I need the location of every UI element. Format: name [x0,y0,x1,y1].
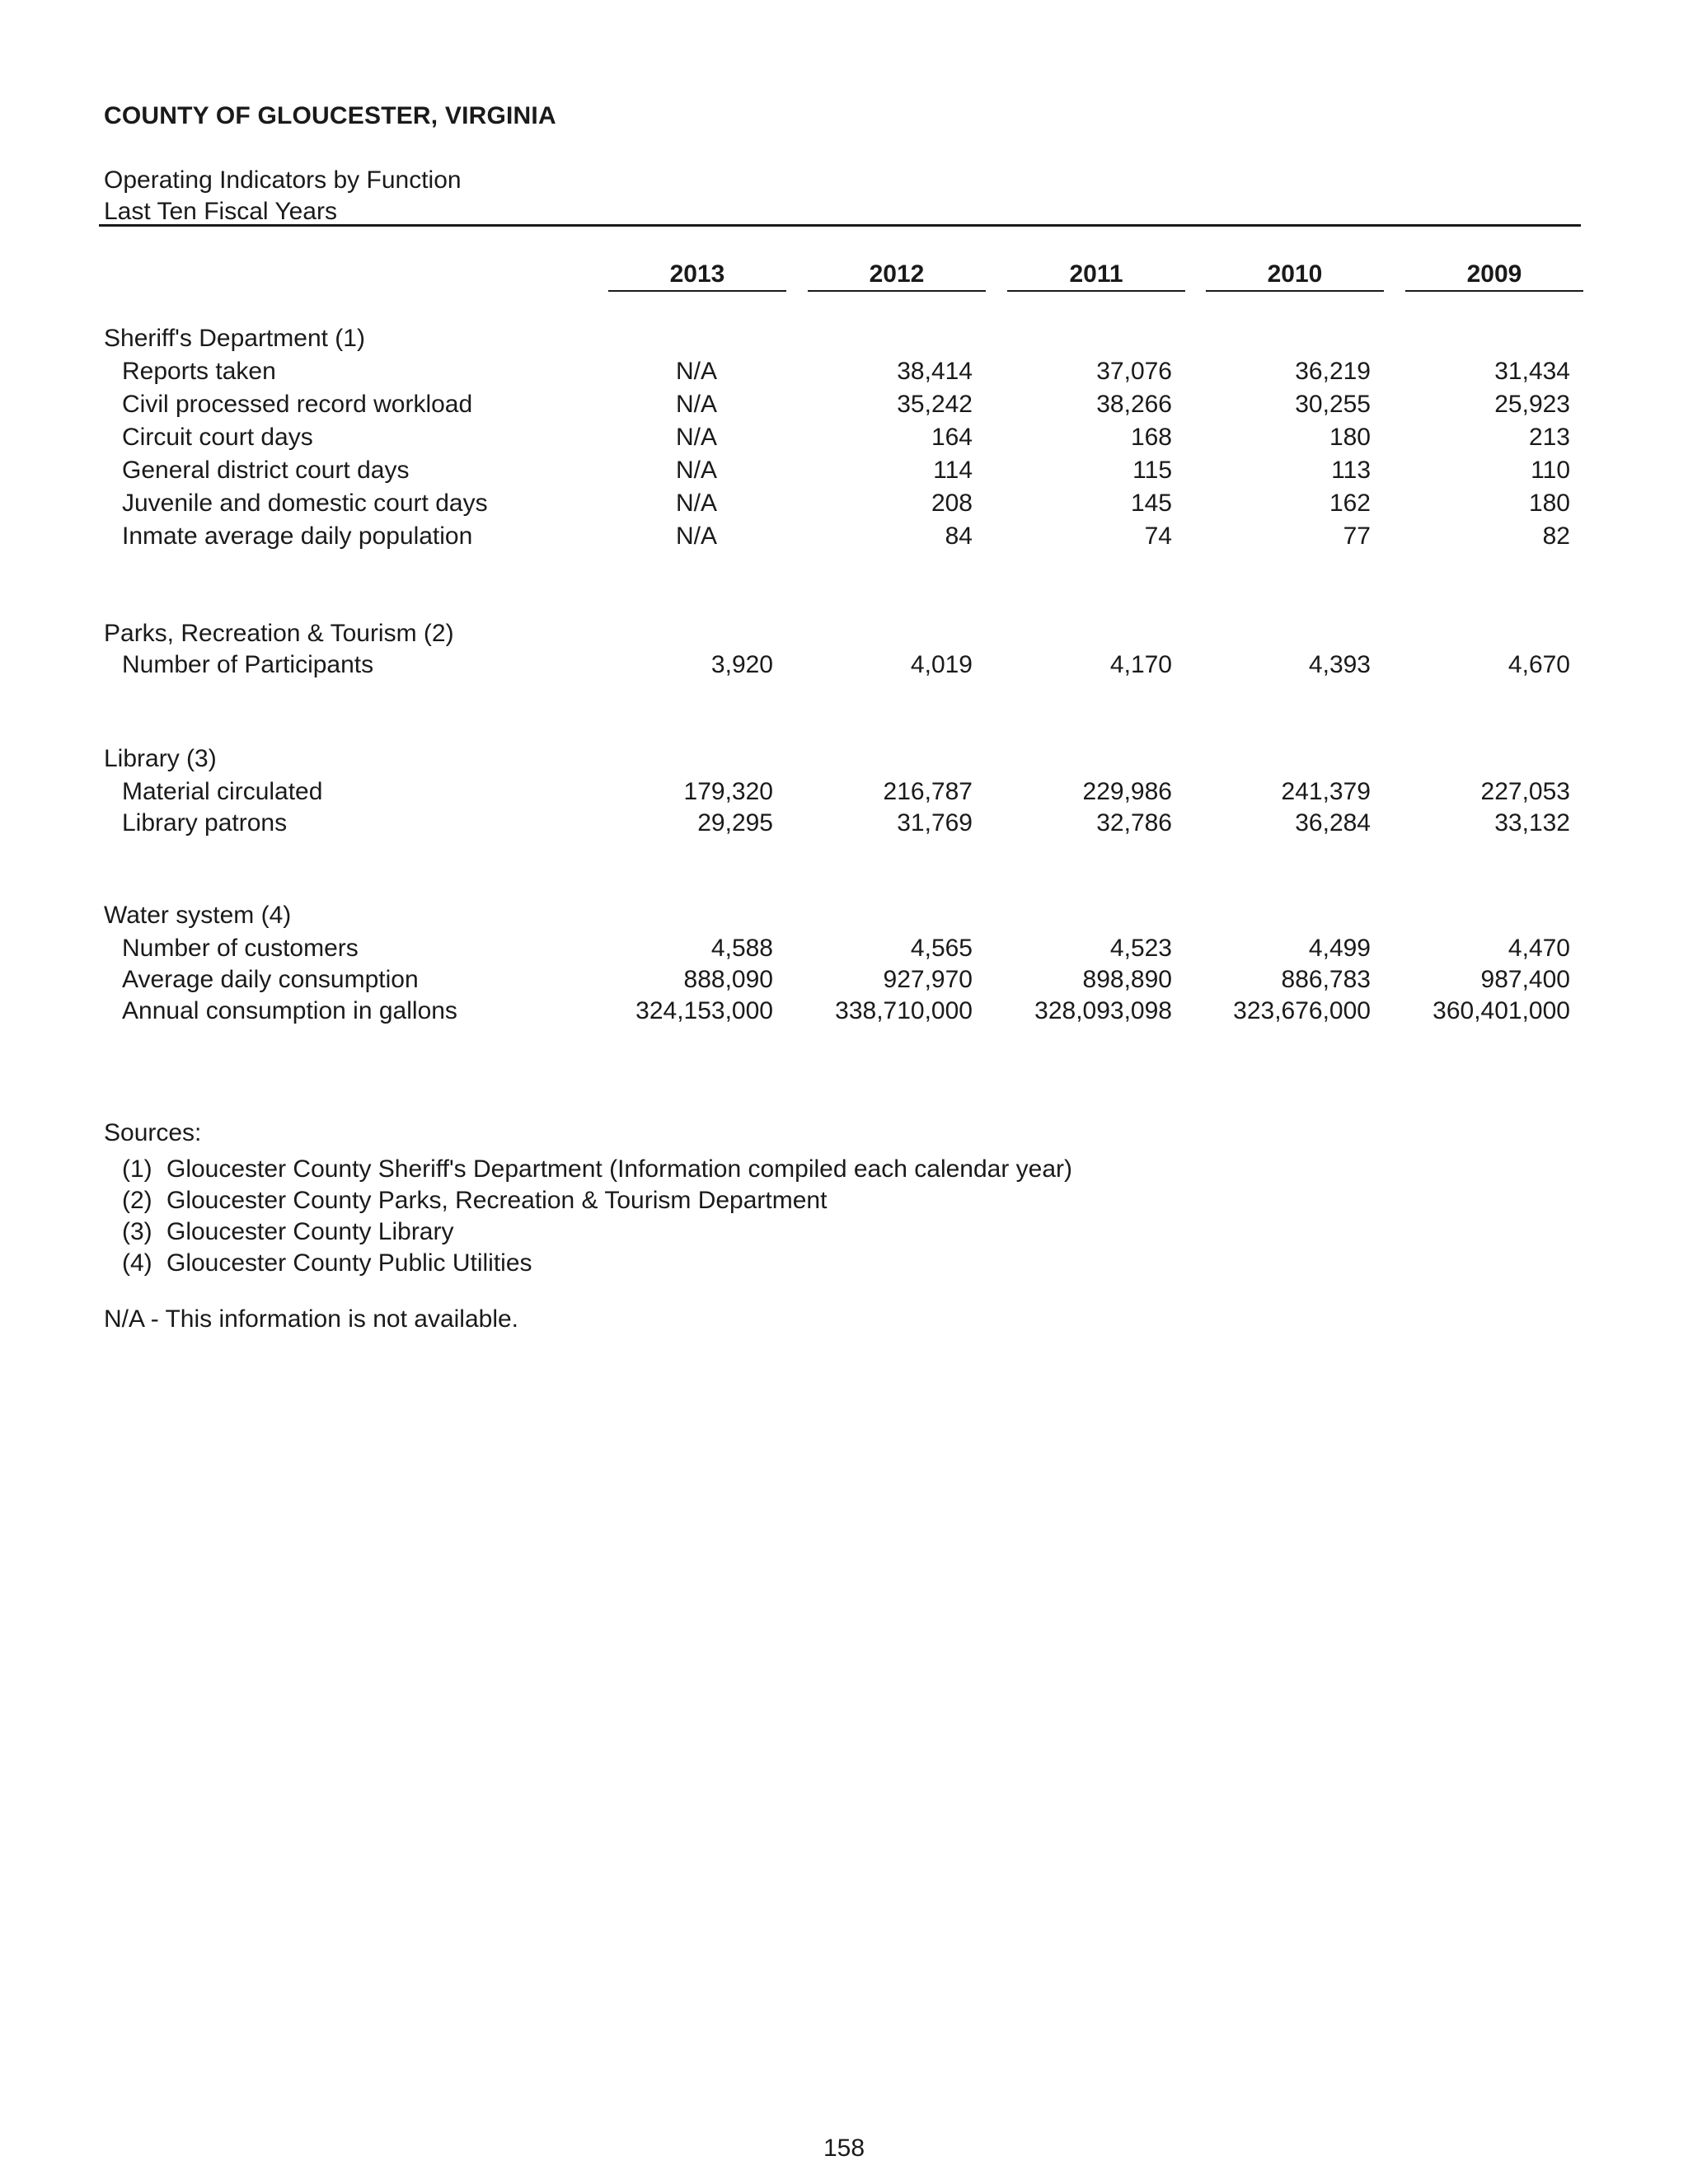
row-label: Annual consumption in gallons [122,997,457,1024]
county-title: COUNTY OF GLOUCESTER, VIRGINIA [104,102,556,129]
table-cell: 328,093,098 [1034,997,1172,1024]
table-cell: 30,255 [1295,391,1371,418]
source-item [122,1218,454,1246]
row-label: Material circulated [122,778,323,805]
table-cell: 110 [1531,457,1570,484]
source-text: Gloucester County Library [166,1218,454,1245]
section-title-water: Water system (4) [104,902,292,929]
row-label: Juvenile and domestic court days [122,490,488,517]
table-cell: 38,414 [897,358,973,385]
table-cell: 25,923 [1494,391,1570,418]
table-cell: 4,588 [710,935,773,962]
table-cell: 145 [1130,490,1172,517]
table-cell: 360,401,000 [1432,997,1570,1024]
table-cell: 33,132 [1494,809,1570,837]
table-cell: 82 [1542,523,1570,550]
table-cell: 888,090 [683,966,773,993]
report-title: Operating Indicators by Function [104,166,462,194]
table-cell: 4,470 [1507,935,1570,962]
table-cell: 208 [931,490,973,517]
section-title-parks: Parks, Recreation & Tourism (2) [104,620,454,647]
table-cell: 4,499 [1308,935,1371,962]
year-underline [608,290,786,292]
source-number: (2) [122,1187,152,1214]
table-cell: 114 [933,457,973,484]
table-cell: N/A [676,424,718,451]
na-note: N/A - This information is not available. [104,1305,519,1333]
row-label: Number of Participants [122,651,374,678]
table-cell: 338,710,000 [835,997,973,1024]
table-cell: 164 [931,424,973,451]
year-header-2013: 2013 [669,260,725,288]
section-title-sheriff: Sheriff's Department (1) [104,325,365,352]
table-cell: 229,986 [1082,778,1172,805]
table-cell: 4,393 [1308,651,1371,678]
table-cell: N/A [676,391,718,418]
year-header-2011: 2011 [1069,260,1123,288]
table-cell: 113 [1331,457,1371,484]
source-text: Gloucester County Sheriff's Department (Information compiled each calendar year) [166,1155,1073,1183]
table-cell: 898,890 [1082,966,1172,993]
table-cell: 35,242 [897,391,973,418]
year-underline [1405,290,1583,292]
section-title-library: Library (3) [104,745,217,772]
table-cell: 162 [1329,490,1371,517]
source-number: (1) [122,1155,152,1183]
source-item [122,1249,532,1277]
table-cell: 4,170 [1109,651,1172,678]
table-cell: 168 [1130,424,1172,451]
table-cell: 323,676,000 [1233,997,1371,1024]
year-header-2009: 2009 [1466,260,1522,288]
sources-title: Sources: [104,1119,202,1146]
table-cell: 38,266 [1096,391,1172,418]
table-cell: 77 [1343,523,1371,550]
table-cell: 74 [1144,523,1172,550]
table-cell: 324,153,000 [635,997,773,1024]
row-label: Number of customers [122,935,359,962]
table-cell: 29,295 [697,809,773,837]
table-cell: N/A [676,358,718,385]
table-cell: 179,320 [683,778,773,805]
table-cell: 36,284 [1295,809,1371,837]
page-number: 158 [823,2135,865,2162]
table-cell: 115 [1132,457,1172,484]
source-number: (4) [122,1249,152,1277]
year-header-2010: 2010 [1267,260,1323,288]
table-cell: 241,379 [1281,778,1371,805]
table-cell: 4,523 [1109,935,1172,962]
header-divider [99,224,1581,227]
table-cell: 213 [1528,424,1570,451]
source-text: Gloucester County Public Utilities [166,1249,532,1277]
source-number: (3) [122,1218,152,1245]
row-label: Circuit court days [122,424,313,451]
row-label: Average daily consumption [122,966,419,993]
table-cell: 886,783 [1281,966,1371,993]
row-label: Civil processed record workload [122,391,473,418]
table-cell: 180 [1329,424,1371,451]
source-text: Gloucester County Parks, Recreation & Tourism Department [166,1187,828,1214]
table-cell: 987,400 [1480,966,1570,993]
table-cell: 4,670 [1507,651,1570,678]
year-underline [1007,290,1185,292]
table-cell: N/A [676,457,718,484]
table-cell: 31,769 [897,809,973,837]
table-cell: 4,019 [910,651,973,678]
table-cell: N/A [676,523,718,550]
row-label: General district court days [122,457,410,484]
table-cell: 37,076 [1096,358,1172,385]
table-cell: N/A [676,490,718,517]
table-cell: 927,970 [883,966,973,993]
table-cell: 32,786 [1096,809,1172,837]
table-cell: 180 [1528,490,1570,517]
year-header-2012: 2012 [869,260,925,288]
row-label: Library patrons [122,809,288,837]
source-item [122,1155,1072,1183]
report-period: Last Ten Fiscal Years [104,198,337,225]
row-label: Reports taken [122,358,276,385]
table-cell: 84 [945,523,973,550]
table-cell: 31,434 [1494,358,1570,385]
table-cell: 36,219 [1295,358,1371,385]
year-underline [1206,290,1384,292]
year-underline [808,290,986,292]
table-cell: 3,920 [710,651,773,678]
row-label: Inmate average daily population [122,523,473,550]
table-cell: 4,565 [910,935,973,962]
table-cell: 227,053 [1480,778,1570,805]
table-cell: 216,787 [883,778,973,805]
source-item [122,1187,827,1215]
